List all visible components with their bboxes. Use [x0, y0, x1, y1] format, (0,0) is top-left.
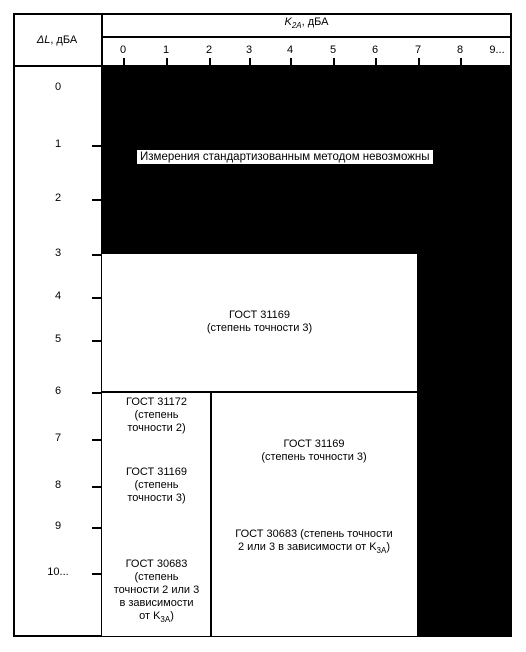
gost30683-right-label: ГОСТ 30683 (степень точности 2 или 3 в зависимости от $K_{3A}$): [235, 528, 393, 556]
y-tick-mark: [92, 254, 102, 256]
y-tick-label: 4: [54, 290, 62, 302]
y-tick-mark: [92, 145, 102, 147]
x-tick-mark: [166, 58, 168, 66]
x-tick-mark: [123, 58, 125, 66]
y-tick-label: 9: [54, 520, 62, 532]
x-tick-mark: [375, 58, 377, 66]
x-tick-mark: [418, 58, 420, 66]
x-tick-label: 0: [119, 44, 127, 56]
y-tick-label: 2: [54, 192, 62, 204]
col2-divider: [210, 392, 212, 636]
gost31172-left-label: ГОСТ 31172 (степень точности 2): [125, 396, 188, 434]
y-tick-label: 3: [54, 247, 62, 259]
y-tick-mark: [92, 527, 102, 529]
y-tick-mark: [92, 573, 102, 575]
x-tick-label: 3: [245, 44, 253, 56]
y-tick-label: 8: [54, 479, 62, 491]
x-tick-mark: [249, 58, 251, 66]
gost31169-left-label: ГОСТ 31169 (степень точности 3): [125, 466, 188, 504]
y-tick-mark: [92, 340, 102, 342]
x-tick-mark: [209, 58, 211, 66]
row-axis-label: ΔL, дБА: [36, 34, 78, 46]
y-tick-mark: [92, 439, 102, 441]
x-tick-label: 8: [456, 44, 464, 56]
x-tick-label: 2: [205, 44, 213, 56]
x-tick-mark: [460, 58, 462, 66]
x-tick-label: 1: [162, 44, 170, 56]
x-tick-label: 5: [329, 44, 337, 56]
x-tick-label: 7: [414, 44, 422, 56]
y-tick-label: 6: [54, 385, 62, 397]
row6-divider: [102, 391, 417, 393]
y-tick-mark: [92, 297, 102, 299]
x-tick-label: 4: [286, 44, 294, 56]
y-tick-label: 7: [54, 432, 62, 444]
x-tick-mark: [333, 58, 335, 66]
gost31169-right-label: ГОСТ 31169 (степень точности 3): [261, 438, 367, 463]
gost30683-left-label: ГОСТ 30683 (степень точности 2 или 3 в зависимости от $K_{3A}$): [113, 558, 200, 625]
gost31169-upper-label: ГОСТ 31169 (степень точности 3): [206, 309, 313, 334]
col-axis-label: $K_{2A}$, дБА: [284, 16, 329, 31]
y-tick-label: 0: [54, 81, 62, 93]
y-tick-label: 1: [54, 138, 62, 150]
y-tick-label: 5: [54, 333, 62, 345]
y-tick-mark: [92, 392, 102, 394]
y-tick-mark: [92, 486, 102, 488]
header-subline: [101, 36, 512, 38]
y-tick-label: 10...: [47, 566, 69, 578]
x-tick-label: 6: [371, 44, 379, 56]
impossible-banner: Измерения стандартизованным методом невозможны: [137, 150, 433, 164]
x-tick-mark: [290, 58, 292, 66]
y-tick-mark: [92, 199, 102, 201]
x-tick-label: 9...: [489, 44, 505, 56]
